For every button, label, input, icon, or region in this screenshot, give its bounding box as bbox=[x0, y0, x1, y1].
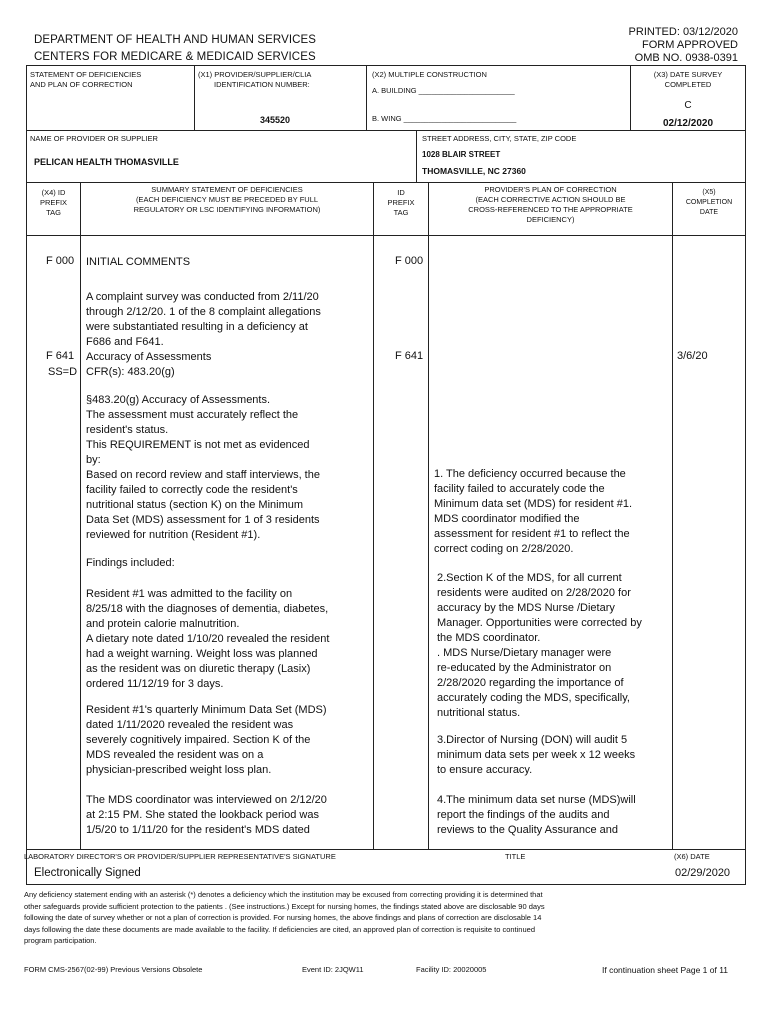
date-label: (X6) DATE bbox=[674, 852, 710, 861]
divider bbox=[630, 65, 631, 130]
department-title: DEPARTMENT OF HEALTH AND HUMAN SERVICES bbox=[34, 34, 317, 46]
divider bbox=[194, 65, 195, 130]
x5-header: (X5) COMPLETION DATE bbox=[685, 189, 733, 216]
street-address: 1028 BLAIR STREET bbox=[422, 150, 501, 159]
tag-f641: F 641 bbox=[46, 350, 75, 362]
provider-name: PELICAN HEALTH THOMASVILLE bbox=[34, 157, 179, 167]
signature-label: LABORATORY DIRECTOR'S OR PROVIDER/SUPPLIER REPRESENTATIVE'S SIGNATURE bbox=[24, 852, 336, 861]
provider-number: 345520 bbox=[260, 115, 291, 125]
column-divider bbox=[672, 182, 673, 849]
city-state-zip: THOMASVILLE, NC 27360 bbox=[422, 166, 526, 176]
x1-label: (X1) PROVIDER/SUPPLIER/CLIA IDENTIFICATION NUMBER: bbox=[198, 70, 312, 89]
divider bbox=[26, 235, 745, 236]
tag-f000: F 000 bbox=[46, 255, 75, 267]
tag-f000-plan: F 000 bbox=[395, 255, 424, 267]
plan-paragraph: 1. The deficiency occurred because the facility failed to accurately code the Minimum data set (MDS) for resident #1. MDS coordinator modified the assessment for resident #1 to reflect the correct coding on 2/28/2020. bbox=[434, 468, 633, 555]
initial-comments: INITIAL COMMENTS bbox=[86, 256, 191, 268]
summary-paragraph: §483.20(g) Accuracy of Assessments. The assessment must accurately reflect the resident's status. This REQUIREMENT is not met as evidenced by: Based on record review and staff interviews, the facility failed to correctly code the resident's nutritional status (section K) on the Minimum Data Set (MDS) assessment for 1 of 3 residents reviewed for nutrition (Resident #1). bbox=[86, 394, 320, 541]
plan-paragraph: 3.Director of Nursing (DON) will audit 5 minimum data sets per week x 12 weeks to ensure accuracy. bbox=[437, 734, 636, 776]
divider bbox=[26, 182, 745, 183]
x3-label: (X3) DATE SURVEY COMPLETED bbox=[653, 70, 723, 89]
id-header: ID PREFIX TAG bbox=[387, 188, 415, 217]
printed-date: PRINTED: 03/12/2020 bbox=[628, 26, 738, 38]
title-label: TITLE bbox=[505, 852, 526, 861]
plan-header: PROVIDER'S PLAN OF CORRECTION (EACH CORRECTIVE ACTION SHOULD BE CROSS-REFERENCED TO THE APPROPRIATE DEFICIENCY) bbox=[468, 185, 633, 224]
tag-f641-plan: F 641 bbox=[395, 350, 424, 362]
form-approved: FORM APPROVED bbox=[642, 39, 738, 51]
signature-date: 02/29/2020 bbox=[675, 867, 731, 879]
address-label: STREET ADDRESS, CITY, STATE, ZIP CODE bbox=[422, 134, 577, 143]
signature-value: Electronically Signed bbox=[34, 867, 141, 879]
statement-label: STATEMENT OF DEFICIENCIES AND PLAN OF CORRECTION bbox=[30, 70, 142, 89]
divider bbox=[26, 130, 745, 131]
disclosure-notice: Any deficiency statement ending with an asterisk (*) denotes a deficiency which the institution may be excused from correcting providing it is determined that other safeguards provide sufficient protection to the patients . (See instructions.) Except for nursing homes, the findings stated above are disclosable 90 days following the date of survey whether or not a plan of correction is provided. For nursing homes, the above findings and plans of correction are disclosable 14 days following the date these documents are made available to the facility. If deficiencies are cited, an approved plan of correction is requisite to continued program participation. bbox=[24, 890, 545, 945]
column-divider bbox=[80, 182, 81, 849]
summary-paragraph: Resident #1 was admitted to the facility on 8/25/18 with the diagnoses of dementia, diabetes, and protein calorie malnutrition. A dietary note dated 1/10/20 revealed the resident had a weight warning. Weight loss was planned as the resident was on diuretic therapy (Lasix) ordered 11/12/19 for 3 days. bbox=[86, 588, 330, 690]
provider-name-label: NAME OF PROVIDER OR SUPPLIER bbox=[30, 134, 158, 143]
scope-severity: SS=D bbox=[48, 366, 78, 378]
divider bbox=[26, 884, 745, 885]
summary-header: SUMMARY STATEMENT OF DEFICIENCIES (EACH DEFICIENCY MUST BE PRECEDED BY FULL REGULATORY OR LSC IDENTIFYING INFORMATION) bbox=[133, 185, 321, 214]
divider bbox=[416, 130, 417, 182]
divider bbox=[26, 849, 745, 850]
completion-date: 3/6/20 bbox=[677, 350, 708, 362]
omb-number: OMB NO. 0938-0391 bbox=[634, 52, 738, 64]
column-divider bbox=[373, 182, 374, 849]
summary-paragraph: Findings included: bbox=[86, 557, 175, 569]
page-indicator: If continuation sheet Page 1 of 11 bbox=[602, 965, 729, 975]
form-number: FORM CMS-2567(02-99) Previous Versions Obsolete bbox=[24, 965, 203, 974]
plan-paragraph: 4.The minimum data set nurse (MDS)will report the findings of the audits and reviews to the Quality Assurance and bbox=[437, 794, 636, 836]
survey-date: 02/12/2020 bbox=[662, 118, 714, 129]
summary-paragraph: The MDS coordinator was interviewed on 2/12/20 at 2:15 PM. She stated the lookback period was 1/5/20 to 1/11/20 for the resident's MDS dated bbox=[86, 794, 327, 836]
plan-paragraph: 2.Section K of the MDS, for all current residents were audited on 2/28/2020 for accuracy by the MDS Nurse /Dietary Manager. Opportunities were corrected by the MDS coordinator. . MDS Nurse/Dietary manager were re-educated by the Administrator on 2/28/2020 regarding the importance of accurately coding the MDS, specifically, nutritional status. bbox=[437, 572, 642, 719]
summary-paragraph: A complaint survey was conducted from 2/11/20 through 2/12/20. 1 of the 8 complaint allegations were substantiated resulting in a deficiency at F686 and F641. Accuracy of Assessments CFR(s): 483.20(g) bbox=[86, 291, 321, 378]
divider bbox=[366, 65, 367, 130]
survey-code: C bbox=[684, 100, 692, 111]
summary-paragraph: Resident #1's quarterly Minimum Data Set (MDS) dated 1/11/2020 revealed the resident was severely cognitively impaired. Section K of the MDS revealed the resident was on a physician-prescribed weight loss plan. bbox=[86, 704, 327, 776]
top-box-border bbox=[26, 65, 745, 66]
x4-header: (X4) ID PREFIX TAG bbox=[39, 188, 68, 217]
facility-id: Facility ID: 20020005 bbox=[416, 965, 487, 974]
x2-label: (X2) MULTIPLE CONSTRUCTION bbox=[372, 70, 487, 79]
agency-title: CENTERS FOR MEDICARE & MEDICAID SERVICES bbox=[34, 51, 316, 63]
event-id: Event ID: 2JQW11 bbox=[302, 965, 364, 974]
right-border bbox=[745, 65, 746, 885]
wing-field: B. WING ___________________________ bbox=[372, 114, 517, 123]
column-divider bbox=[428, 182, 429, 849]
building-field: A. BUILDING _______________________ bbox=[372, 86, 515, 95]
